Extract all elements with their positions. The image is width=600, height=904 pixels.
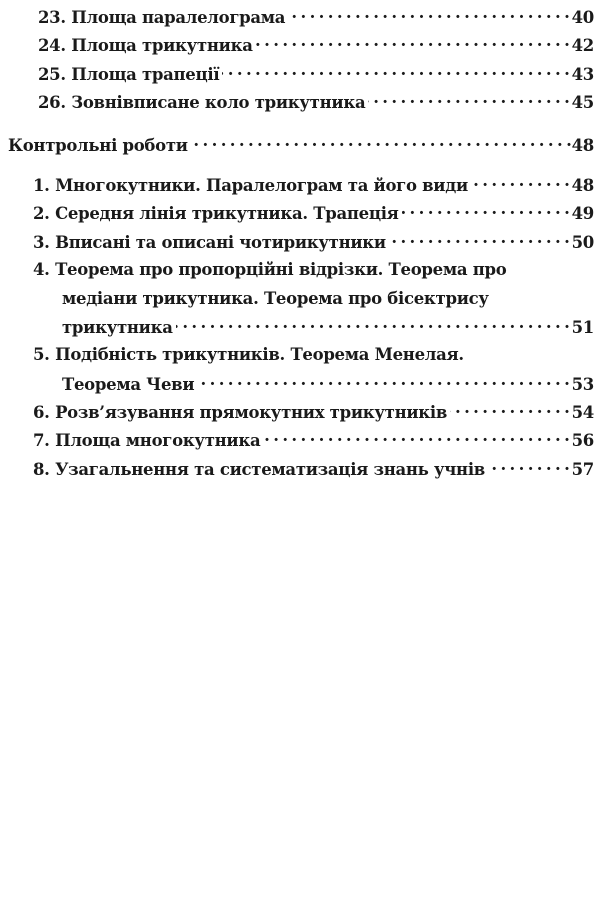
toc-entry <box>0 455 600 483</box>
dot-leader <box>389 228 569 248</box>
entry-title-continued: медіани трикутника. Теорема про бісектрису <box>62 288 489 308</box>
toc-entry <box>0 199 600 227</box>
dot-leader <box>263 426 568 446</box>
page-number: 40 <box>571 8 594 27</box>
entry-title: 23. Площа паралелограма <box>38 8 286 27</box>
table-of-contents <box>0 3 600 483</box>
toc-entry <box>0 3 600 31</box>
entry-title-continued: Теорема Чеви <box>62 374 195 394</box>
dot-leader <box>471 171 569 191</box>
entry-title: 5. Подібність трикутників. Теорема Менелая. <box>33 345 464 365</box>
entry-title: 8. Узагальнення та систематизація знань учнів <box>33 459 485 479</box>
dot-leader <box>176 313 569 333</box>
entry-title-continued: трикутника <box>62 317 173 337</box>
toc-entry <box>0 398 600 426</box>
page-number: 45 <box>571 93 594 113</box>
toc-entry <box>0 370 600 398</box>
entry-title: 7. Площа многокутника <box>33 431 261 451</box>
page-number: 51 <box>571 317 594 337</box>
toc-entry <box>0 171 600 199</box>
entry-title: 3. Вписані та описані чотирикутники <box>33 232 386 252</box>
toc-entry-line <box>0 285 600 313</box>
entry-title: 6. Розв’язування прямокутних трикутників <box>33 403 448 423</box>
toc-entry <box>0 88 600 116</box>
page-number: 50 <box>571 232 594 252</box>
entry-title: 4. Теорема про пропорційні відрізки. Теорема про <box>33 260 507 280</box>
dot-leader <box>189 131 571 151</box>
dot-leader <box>197 370 568 390</box>
dot-leader <box>256 31 569 51</box>
entry-title: 26. Зовнівписане коло трикутника <box>38 93 366 113</box>
page-number: 43 <box>571 64 594 84</box>
toc-entry <box>0 60 600 88</box>
page-number: 48 <box>571 175 594 195</box>
dot-leader <box>450 398 569 418</box>
toc-heading <box>0 131 600 159</box>
dot-leader <box>488 455 569 475</box>
toc-entry <box>0 426 600 454</box>
dot-leader <box>288 3 568 23</box>
toc-entry <box>0 228 600 256</box>
heading-title: Контрольні роботи <box>8 135 188 155</box>
page-number: 56 <box>571 431 594 451</box>
page-number: 49 <box>571 204 594 224</box>
entry-title: 2. Середня лінія трикутника. Трапеція <box>33 204 399 224</box>
entry-title: 25. Площа трапеції <box>38 64 220 84</box>
dot-leader <box>222 60 568 80</box>
toc-entry-line <box>0 256 600 284</box>
page-number: 42 <box>571 36 594 56</box>
entry-title: 24. Площа трикутника <box>38 36 253 56</box>
page-number: 57 <box>571 459 594 479</box>
page-number: 53 <box>571 374 594 394</box>
page-number: 48 <box>571 135 594 155</box>
toc-entry <box>0 31 600 59</box>
dot-leader <box>368 88 568 108</box>
dot-leader <box>402 199 569 219</box>
toc-entry <box>0 313 600 341</box>
page-number: 54 <box>571 403 594 423</box>
entry-title: 1. Многокутники. Паралелограм та його види <box>33 175 468 195</box>
toc-entry-line <box>0 341 600 369</box>
